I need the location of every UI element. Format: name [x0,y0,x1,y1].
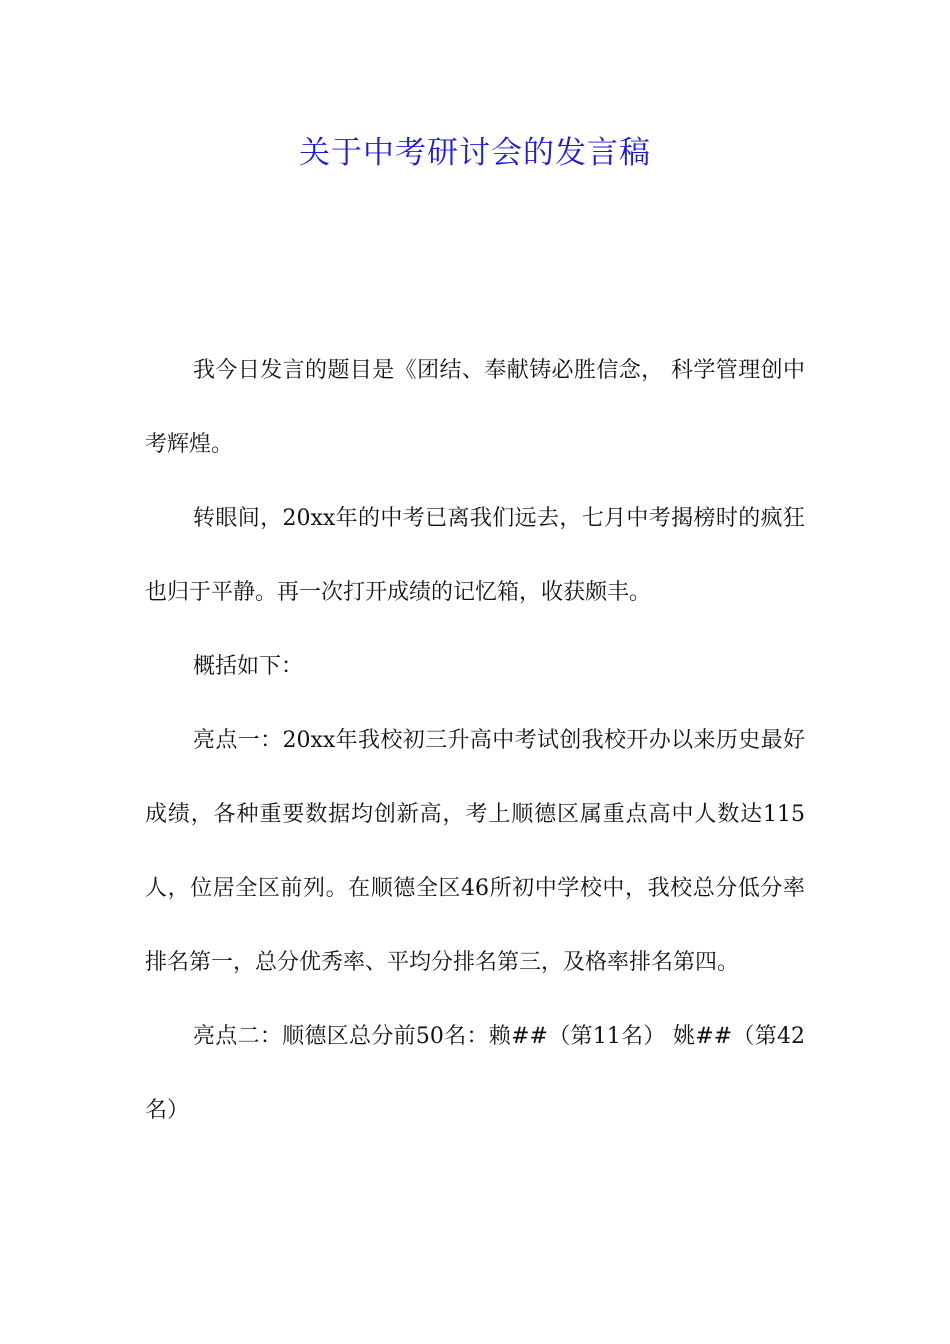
paragraph-highlight-one: 亮点一：20xx年我校初三升高中考试创我校开办以来历史最好成绩，各种重要数据均创新高，考上顺德区属重点高中人数达115人，位居全区前列。在顺德全区46所初中学校中，我校总分低分率排名第一，总分优秀率、平均分排名第三，及格率排名第四。 [145,728,805,975]
paragraph-topic: 我今日发言的题目是《团结、奉献铸必胜信念， 科学管理创中考辉煌。 [145,358,805,457]
paragraph-highlight-two: 亮点二：顺德区总分前50名：赖##（第11名） 姚##（第42名） [145,1024,805,1123]
paragraph-summary-lead: 概括如下： [193,654,304,679]
document-body [145,334,805,1148]
document-title: 关于中考研讨会的发言稿 [299,135,651,171]
paragraph-intro: 转眼间，20xx年的中考已离我们远去，七月中考揭榜时的疯狂也归于平静。再一次打开成绩的记忆箱，收获颇丰。 [145,506,805,605]
